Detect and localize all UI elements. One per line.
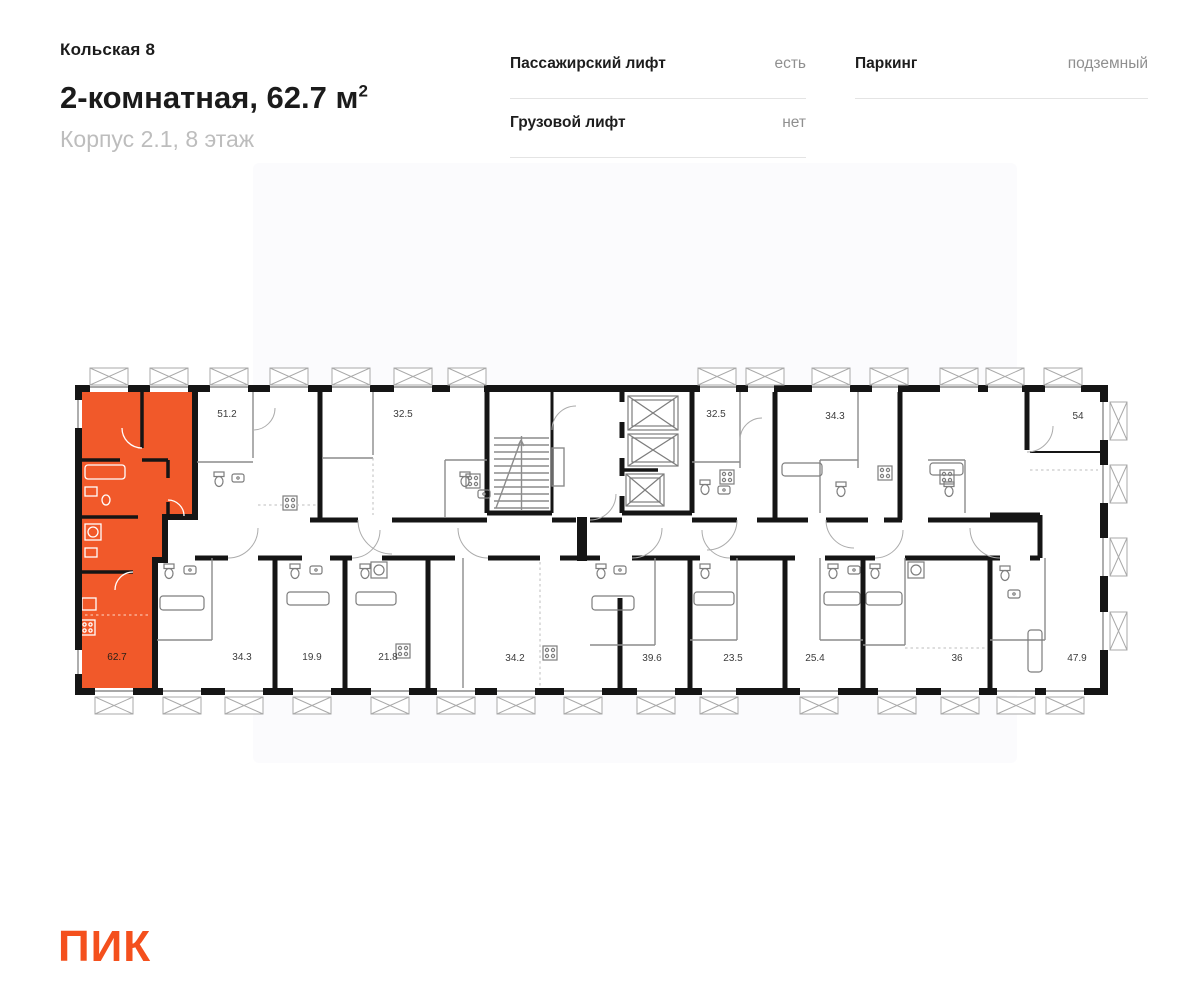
info-label: Паркинг [855, 55, 918, 72]
windows-bottom [95, 697, 1084, 714]
page-title-text: 2-комнатная, 62.7 м [60, 80, 359, 115]
unit-area-label: 54 [1072, 411, 1084, 422]
pik-logo: ПИК [58, 922, 152, 971]
unit-area-label: 21.8 [378, 652, 398, 663]
unit-area-label: 36 [951, 653, 963, 664]
unit-area-label: 25.4 [805, 653, 825, 664]
unit-area-label: 34.3 [232, 652, 252, 663]
unit-area-label: 34.3 [825, 411, 845, 422]
highlighted-unit-area-label: 62.7 [107, 652, 127, 663]
info-label: Пассажирский лифт [510, 55, 666, 72]
unit-area-label: 32.5 [706, 409, 726, 420]
unit-area-label: 32.5 [393, 409, 413, 420]
project-name: Кольская 8 [60, 40, 156, 59]
page-subtitle: Корпус 2.1, 8 этаж [60, 126, 255, 152]
unit-area-label: 34.2 [505, 653, 525, 664]
windows-top [90, 368, 1082, 385]
unit-area-label: 19.9 [302, 652, 322, 663]
unit-area-label: 39.6 [642, 653, 662, 664]
windows-right [1110, 402, 1127, 650]
info-value: нет [782, 114, 806, 131]
unit-area-label: 51.2 [217, 409, 237, 420]
info-value: подземный [1067, 55, 1148, 72]
unit-area-label: 23.5 [723, 653, 743, 664]
info-label: Грузовой лифт [510, 114, 626, 131]
page-title-sup: 2 [358, 81, 368, 101]
building-floor [75, 385, 1108, 695]
unit-area-label: 47.9 [1067, 653, 1087, 664]
info-value: есть [774, 55, 806, 72]
